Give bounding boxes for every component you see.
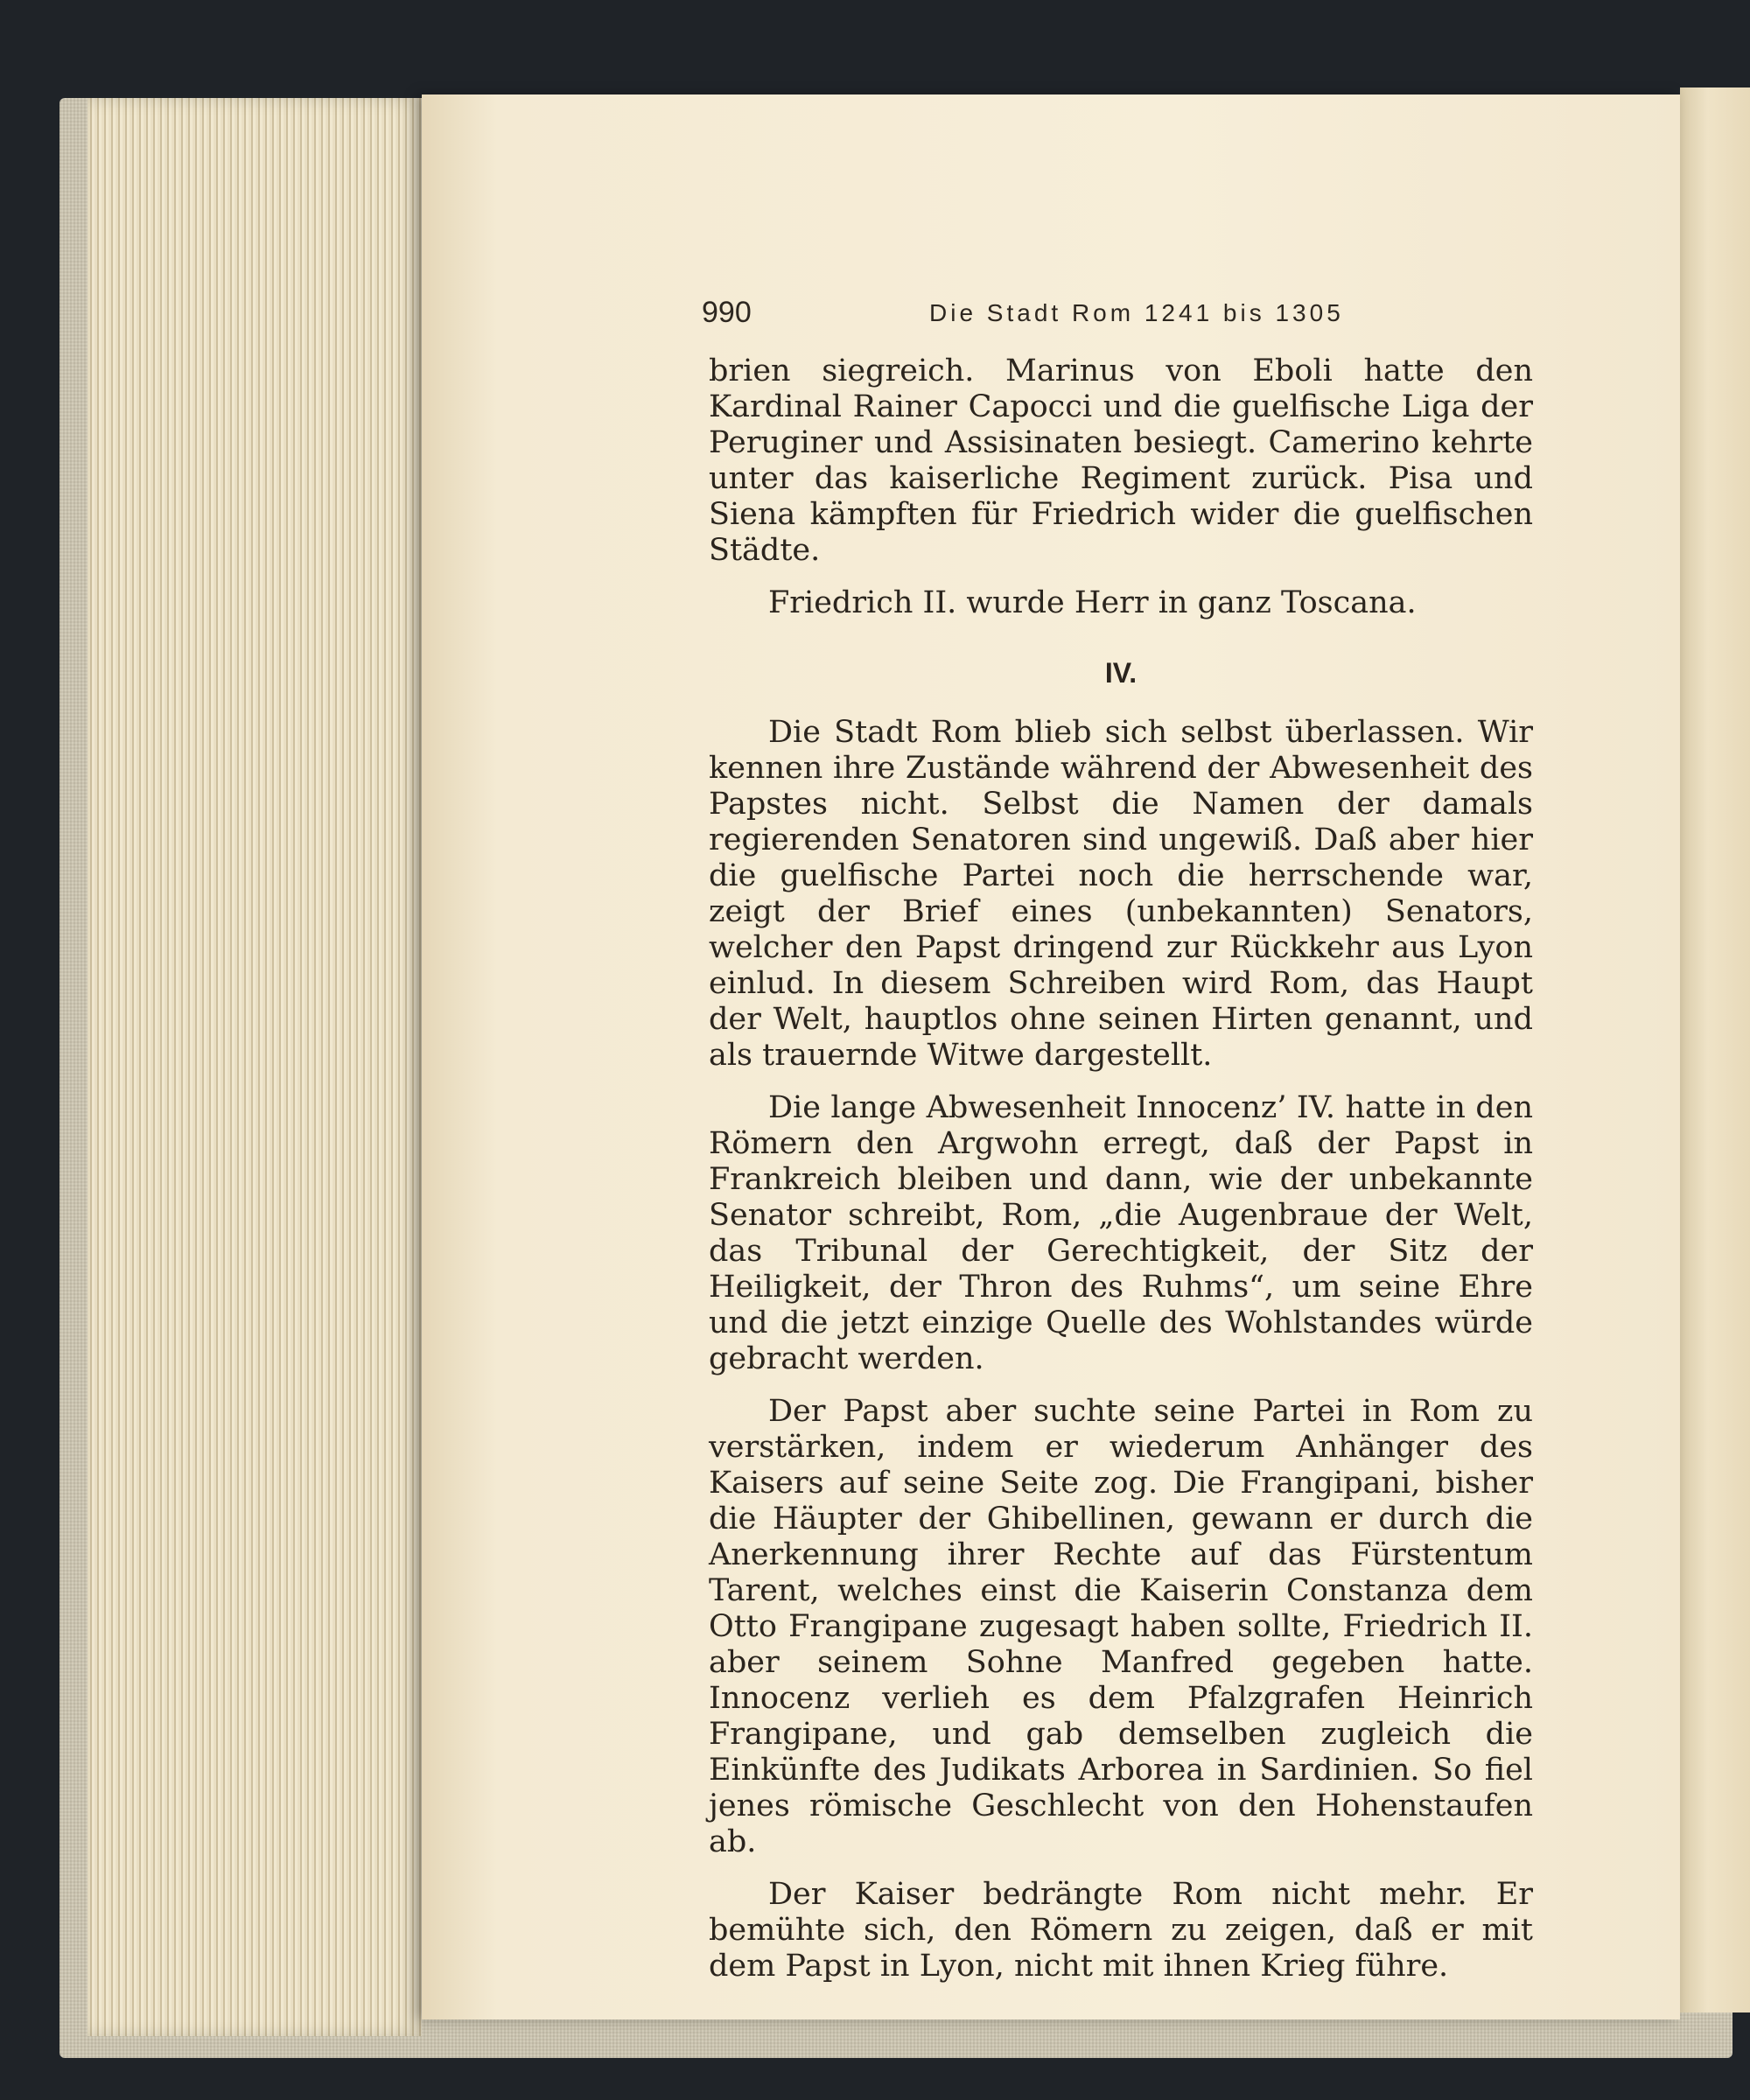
section-heading: IV. bbox=[1104, 657, 1138, 689]
paragraph: Die Stadt Rom blieb sich selbst überlassen. Wir kennen ihre Zustände während der Abwesenheit des Papstes nicht. Selbst die Namen der damals regierenden Senatoren sind ungewiß. Daß aber hier die guelfische Partei noch die herrschende war, zeigt der Brief eines (unbekannten) Senators, welcher den Papst dringend zur Rückkehr aus Lyon einlud. In diesem Schreiben wird Rom, das Haupt der Welt, hauptlos ohne seinen Hirten genannt, und als trauernde Witwe dargestellt. bbox=[709, 715, 1533, 1073]
page-edges bbox=[88, 98, 422, 2036]
paragraph: Der Papst aber suchte seine Partei in Rom zu verstärken, indem er wiederum Anhänger des Kaisers auf seine Seite zog. Die Frangipani, bisher die Häupter der Ghibellinen, gewann er durch die Anerkennung ihrer Rechte auf das Fürstentum Tarent, welches einst die Kaiserin Constanza dem Otto Frangipane zugesagt haben sollte, Friedrich II. aber seinem Sohne Manfred gegeben hatte. Innocenz verlieh es dem Pfalzgrafen Heinrich Frangipane, und gab demselben zugleich die Einkünfte des Judikats Arborea in Sardinien. So fiel jenes römische Geschlecht von den Hohenstaufen ab. bbox=[709, 1394, 1533, 1859]
paragraph: Die lange Abwesenheit Innocenz’ IV. hatte in den Römern den Argwohn erregt, daß der Papst in Frankreich bleiben und dann, wie der unbekannte Senator schreibt, Rom, „die Augenbraue der Welt, das Tribunal der Gerechtigkeit, der Sitz der Heiligkeit, der Thron des Ruhms“, um seine Ehre und die jetzt einzige Quelle des Wohlstandes würde gebracht werden. bbox=[709, 1090, 1533, 1376]
paragraph: Friedrich II. wurde Herr in ganz Toscana. bbox=[768, 585, 1417, 620]
paragraph: Der Kaiser bedrängte Rom nicht mehr. Er bemühte sich, den Römern zu zeigen, daß er mit dem Papst in Lyon, nicht mit ihnen Krieg führe. bbox=[709, 1877, 1533, 1984]
paragraph: brien siegreich. Marinus von Eboli hatte den Kardinal Rainer Capocci und die guelfische Liga der Peruginer und Assisinaten besiegt. Camerino kehrte unter das kaiserliche Regiment zurück. Pisa und Siena kämpften für Friedrich wider die guelfischen Städte. bbox=[709, 354, 1533, 568]
page-number: 990 bbox=[702, 296, 752, 329]
running-head: Die Stadt Rom 1241 bis 1305 bbox=[929, 299, 1344, 326]
facing-page-edge bbox=[1680, 88, 1750, 2012]
page-body bbox=[709, 354, 1533, 2001]
